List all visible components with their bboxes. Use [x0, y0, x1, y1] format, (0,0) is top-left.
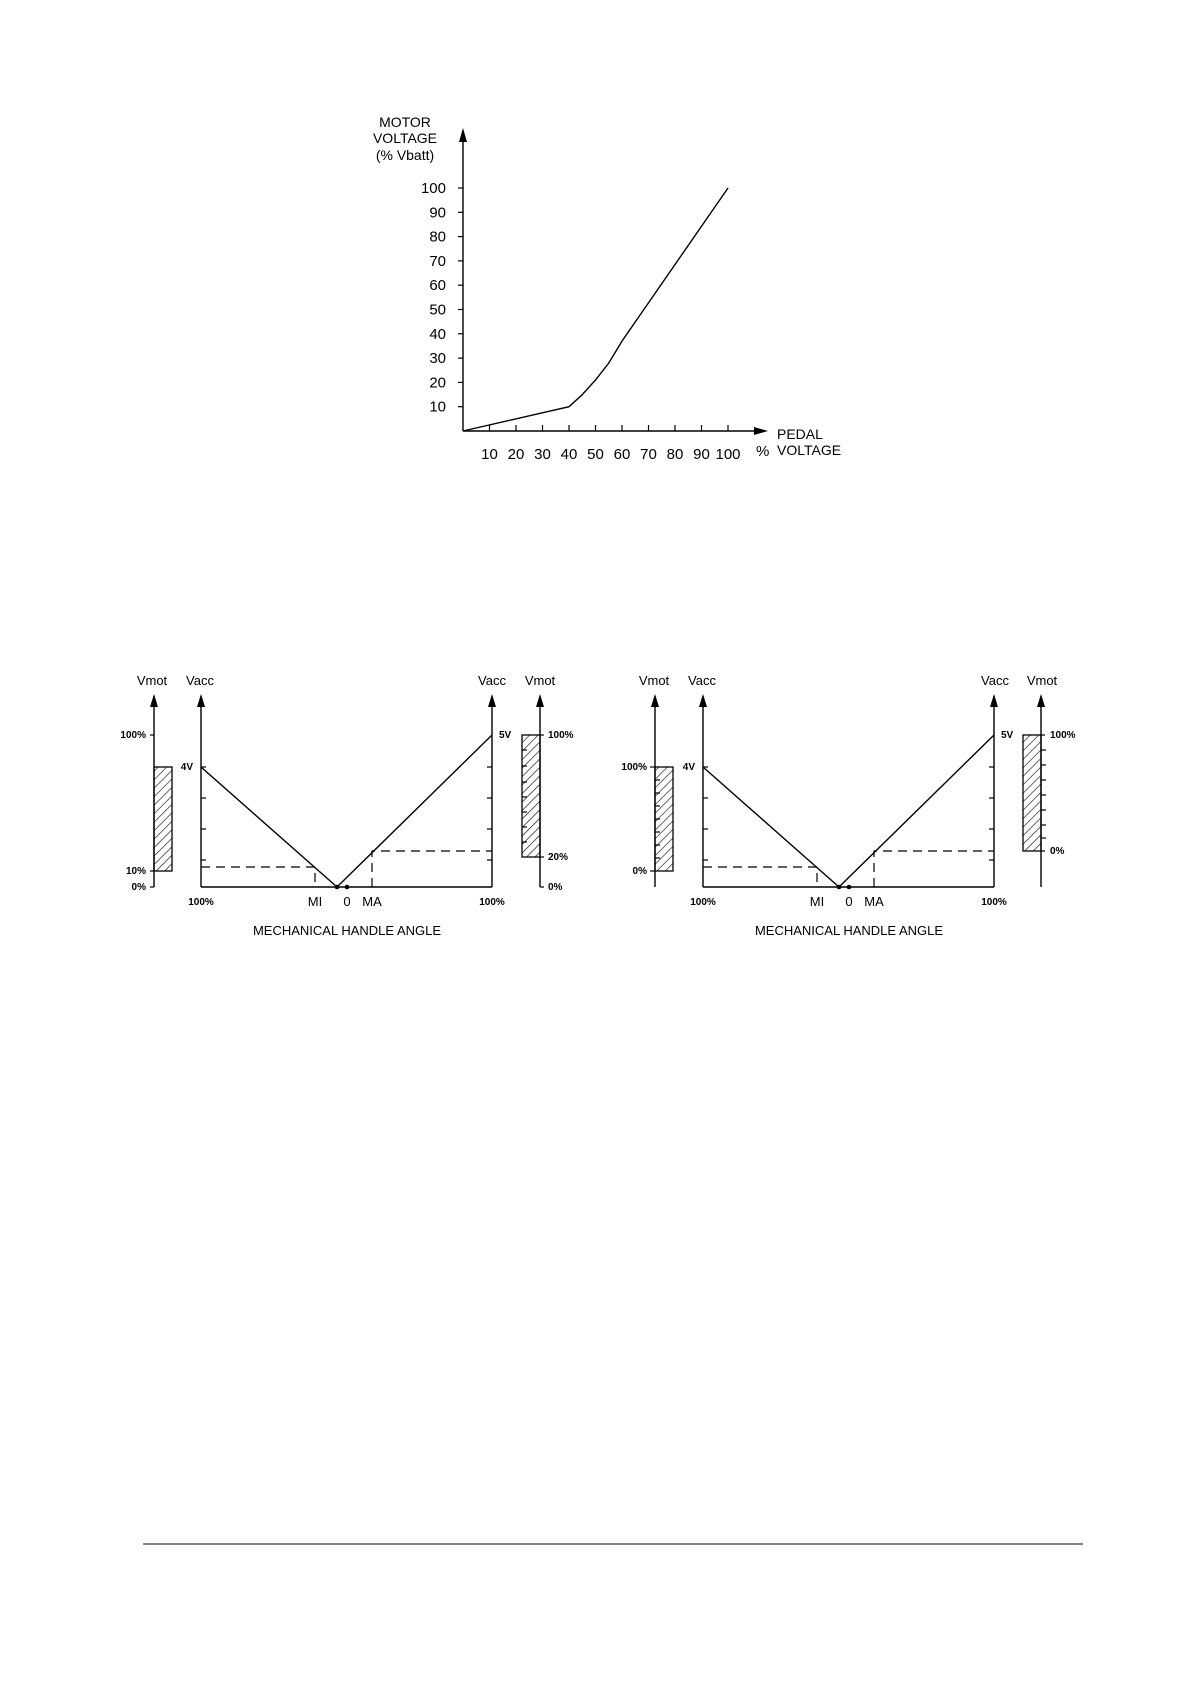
- y-axis-title-line-3: (% Vbatt): [375, 147, 435, 163]
- left-vacc-4v-label: 4V: [682, 762, 695, 773]
- left-vmot-title: Vmot: [638, 673, 670, 688]
- x-right-end-label: 100%: [479, 897, 505, 908]
- right-vmot-band: [1023, 735, 1041, 851]
- right-vacc-arrow-icon: [990, 694, 998, 707]
- motor-voltage-chart: [373, 114, 841, 463]
- ma-threshold-dashed: [874, 851, 994, 887]
- x-axis-title: MECHANICAL HANDLE ANGLE: [252, 923, 442, 938]
- y-tick-label: 80: [429, 228, 446, 246]
- x-tick-label: 80: [666, 446, 684, 463]
- y-tick-label: 60: [429, 277, 446, 295]
- right-vmot-top-label: 100%: [1050, 730, 1076, 741]
- y-tick-label: 90: [429, 204, 446, 222]
- y-tick-label: 50: [429, 301, 446, 319]
- x-axis-title-line-1: PEDAL: [777, 426, 823, 442]
- left-vmot-bottom-label: 0%: [632, 866, 647, 877]
- left-vmot-top-label: 100%: [621, 762, 647, 773]
- x-axis-arrow-icon: [754, 427, 768, 435]
- zero-dot: [837, 885, 842, 890]
- right-vmot-band-label: 20%: [548, 852, 569, 863]
- right-vmot-bottom-label: 0%: [548, 882, 563, 893]
- x-right-end-label: 100%: [981, 897, 1007, 908]
- y-tick-label: 40: [429, 325, 446, 343]
- right-vacc-title: Vacc: [981, 673, 1009, 688]
- right-vacc-line: [337, 735, 492, 887]
- left-vacc-line: [703, 767, 839, 887]
- right-vacc-arrow-icon: [488, 694, 496, 707]
- x-tick-label: 100: [715, 446, 741, 463]
- y-tick-label: 20: [429, 374, 446, 392]
- left-vacc-title: Vacc: [688, 673, 716, 688]
- mi-threshold-dashed: [201, 867, 315, 887]
- left-vmot-title: Vmot: [136, 673, 168, 688]
- motor-voltage-curve: [463, 188, 728, 431]
- x-ma-label: MA: [362, 894, 382, 909]
- y-tick-label: 100: [420, 180, 446, 197]
- left-vacc-title: Vacc: [186, 673, 214, 688]
- x-tick-label: 20: [507, 446, 525, 463]
- handle-angle-chart-left: [120, 673, 573, 938]
- x-tick-label: 30: [534, 446, 551, 463]
- right-vmot-bottom-label: 0%: [1050, 846, 1065, 857]
- x-tick-label: 50: [587, 446, 604, 463]
- x-axis-title: MECHANICAL HANDLE ANGLE: [754, 923, 944, 938]
- x-left-end-label: 100%: [690, 897, 716, 908]
- right-vmot-title: Vmot: [524, 673, 556, 688]
- right-vacc-5v-label: 5V: [499, 730, 512, 741]
- left-vmot-top-label: 100%: [120, 730, 146, 741]
- ma-threshold-dashed: [372, 851, 492, 887]
- x-mi-label: MI: [809, 894, 825, 909]
- x-tick-label: 40: [560, 446, 578, 463]
- left-vacc-4v-label: 4V: [180, 762, 193, 773]
- zero-dot: [345, 885, 350, 890]
- left-vmot-arrow-icon: [651, 694, 659, 707]
- x-zero-label: 0: [845, 894, 853, 909]
- x-axis-title-line-2: VOLTAGE: [777, 442, 842, 458]
- right-vmot-band: [522, 735, 540, 857]
- x-left-end-label: 100%: [188, 897, 214, 908]
- left-vacc-line: [201, 767, 337, 887]
- left-vacc-arrow-icon: [197, 694, 205, 707]
- y-tick-label: 30: [429, 350, 446, 368]
- x-mi-label: MI: [307, 894, 323, 909]
- x-tick-label: 10: [481, 446, 498, 463]
- tick-group: [421, 180, 741, 463]
- zero-dot: [847, 885, 852, 890]
- y-axis-arrow-icon: [459, 128, 467, 142]
- x-axis-unit-label: %: [756, 443, 770, 460]
- y-tick-label: 10: [429, 398, 446, 416]
- right-vmot-arrow-icon: [1037, 694, 1045, 707]
- left-vmot-arrow-icon: [150, 694, 158, 707]
- right-vacc-5v-label: 5V: [1001, 730, 1014, 741]
- y-tick-label: 70: [429, 252, 446, 270]
- y-axis-title-line-1: MOTOR: [379, 114, 431, 130]
- right-vacc-line: [839, 735, 994, 887]
- zero-dot: [335, 885, 340, 890]
- left-vacc-arrow-icon: [699, 694, 707, 707]
- x-tick-label: 70: [640, 446, 657, 463]
- x-tick-label: 90: [693, 446, 710, 463]
- x-zero-label: 0: [343, 894, 351, 909]
- x-tick-label: 60: [613, 446, 631, 463]
- mi-threshold-dashed: [703, 867, 817, 887]
- right-vacc-title: Vacc: [478, 673, 506, 688]
- right-vmot-top-label: 100%: [548, 730, 574, 741]
- x-ma-label: MA: [864, 894, 884, 909]
- left-vmot-bottom-label: 0%: [131, 882, 146, 893]
- right-vmot-title: Vmot: [1026, 673, 1058, 688]
- y-axis-title-line-2: VOLTAGE: [372, 130, 438, 146]
- left-vmot-band: [154, 767, 172, 871]
- handle-angle-chart-right: [621, 673, 1075, 938]
- right-vmot-arrow-icon: [536, 694, 544, 707]
- left-vmot-band-label: 10%: [125, 866, 146, 877]
